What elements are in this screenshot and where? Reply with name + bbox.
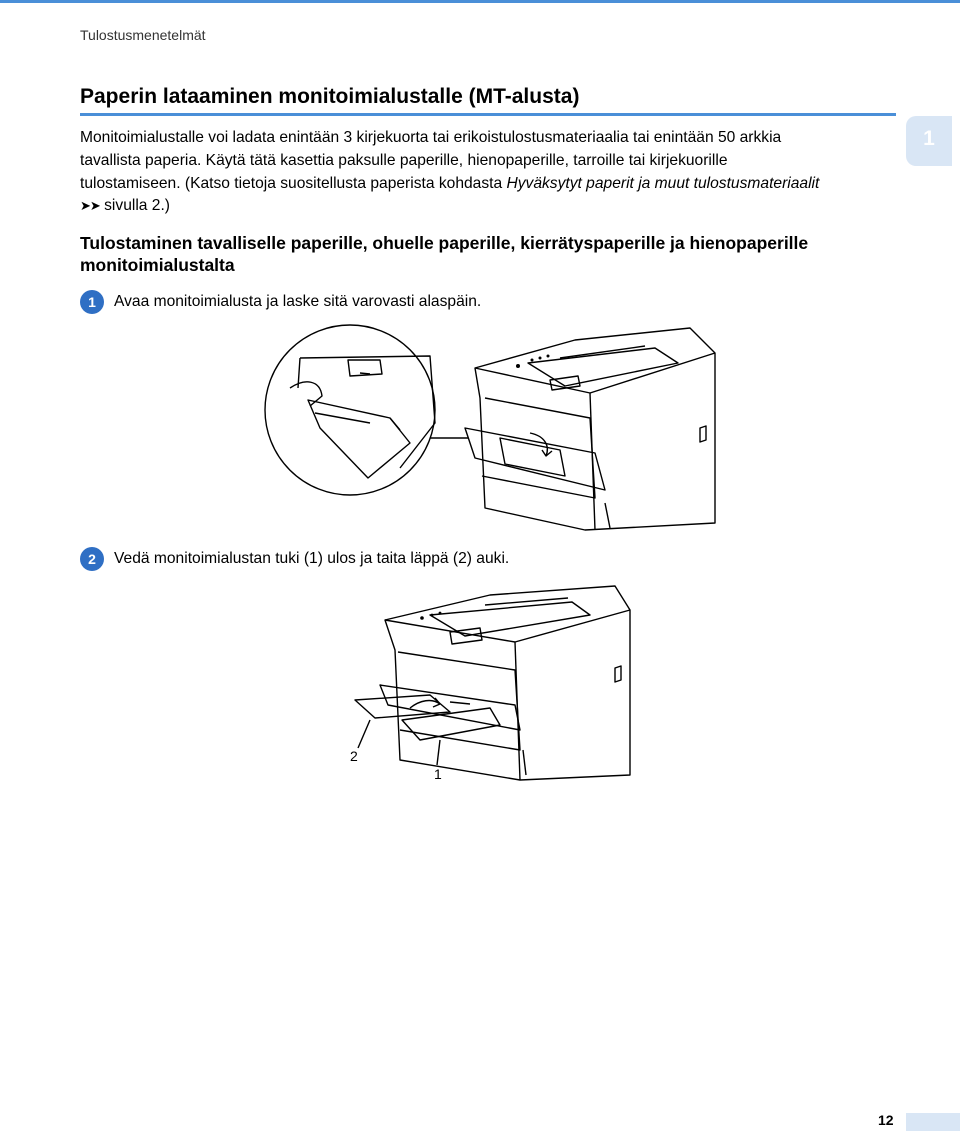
step-1-text: Avaa monitoimialusta ja laske sitä varovasti alaspäin. (114, 293, 482, 310)
subheading (80, 232, 900, 276)
callout-line-2 (358, 720, 370, 748)
callout-line-1 (437, 740, 440, 765)
step-2-badge: 2 (80, 547, 104, 571)
step-2-text: Vedä monitoimialustan tuki (1) ulos ja taita läppä (2) auki. (114, 550, 510, 567)
running-header: Tulostusmenetelmät (80, 27, 206, 43)
intro-line-1: Monitoimialustalle voi ladata enintään 3 kirjekuorta tai erikoistulostusmateriaalia tai enintään 50 arkkia (80, 129, 782, 146)
title-rule (80, 113, 896, 116)
callout-label-1: 1 (434, 766, 442, 782)
intro-line-3: tulostamiseen. (Katso tietoja suositellusta paperista kohdasta (80, 174, 507, 192)
callout-label-2: 2 (350, 748, 358, 764)
detail-circle (265, 325, 435, 495)
subheading-line-2: monitoimialustalta (80, 255, 235, 275)
step-1-badge: 1 (80, 290, 104, 314)
step-2 (80, 547, 509, 571)
illustration-extend-support (340, 580, 640, 790)
section-title: Paperin lataaminen monitoimialustalle (MT-alusta) (80, 85, 580, 108)
chapter-number: 1 (923, 127, 935, 150)
top-rule (0, 0, 960, 3)
intro-paragraph (80, 127, 900, 218)
cross-reference-link[interactable]: Hyväksytyt paperit ja muut tulostusmateriaalit (506, 174, 820, 192)
chapter-tab (906, 116, 952, 166)
step-1 (80, 290, 481, 314)
intro-line-2: tavallista paperia. Käytä tätä kasettia paksulle paperille, hienopaperille, tarroille tai kirjekuorille (80, 151, 728, 169)
illustration-open-mp-tray (260, 318, 720, 538)
page-number: 12 (878, 1112, 894, 1128)
page-reference-arrows: ➤➤ (80, 198, 100, 214)
footer-bar (906, 1113, 960, 1131)
subheading-line-1: Tulostaminen tavalliselle paperille, ohuelle paperille, kierrätyspaperille ja hienopaperille (80, 233, 809, 253)
intro-line-4: sivulla 2.) (99, 197, 170, 215)
